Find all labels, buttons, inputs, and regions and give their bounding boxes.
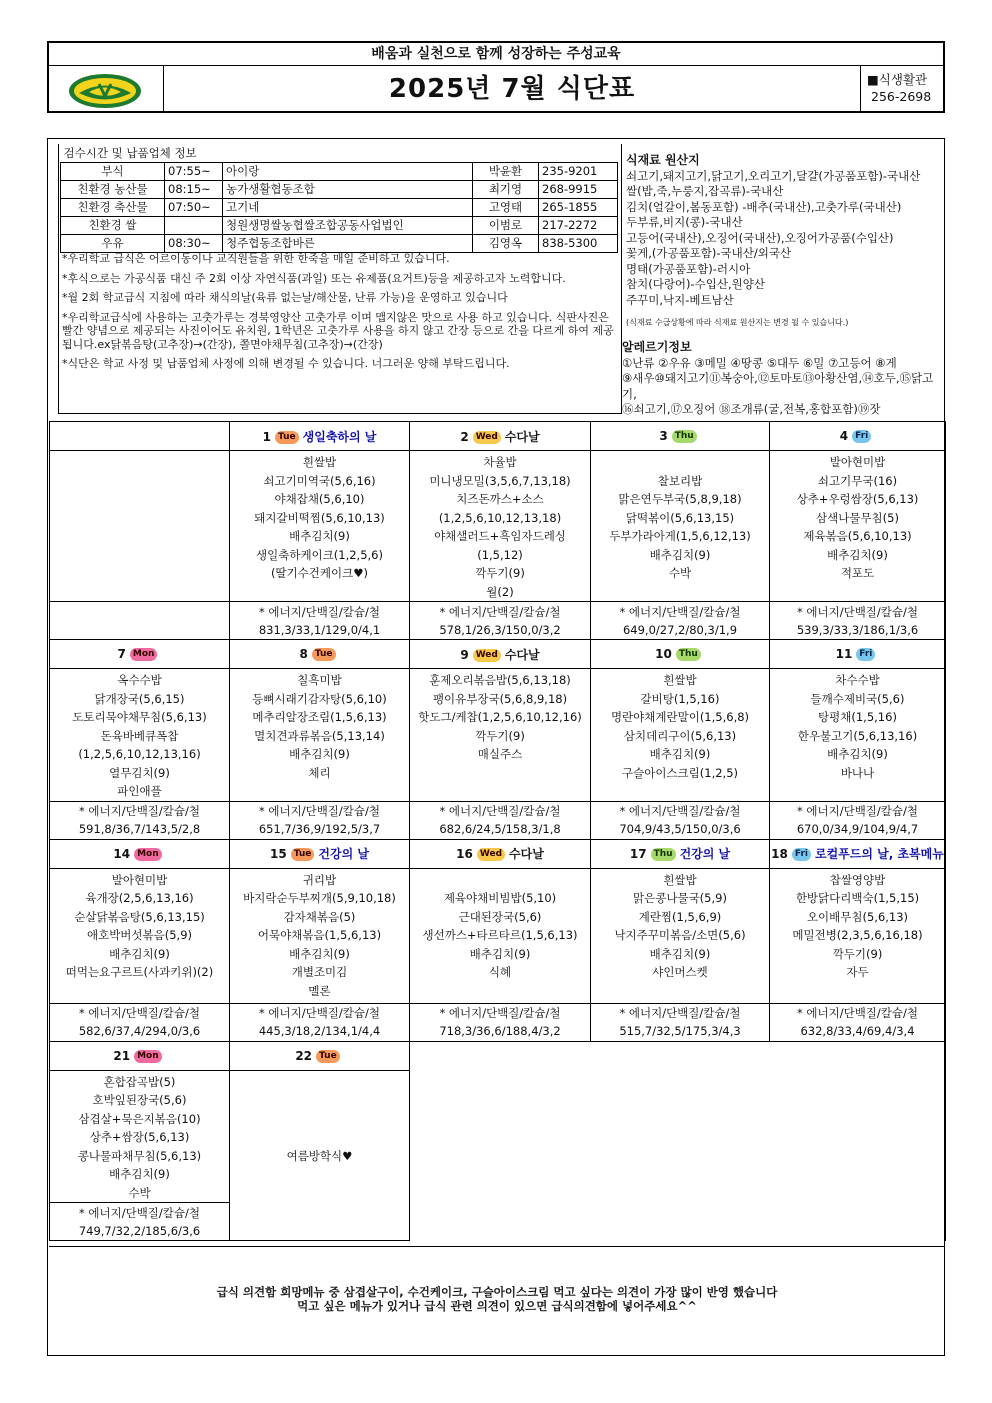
menu-cell: [50, 451, 230, 602]
week-menu-row: [50, 669, 946, 802]
allergy-title: 알레르기정보: [622, 340, 692, 354]
menu-item: 한우불고기(5,6,13,16): [797, 728, 918, 743]
menu-item: 도토리묵야채무침(5,6,13): [72, 710, 207, 724]
inspection-table: [60, 144, 618, 253]
menu-item: 갈비탕(1,5,16): [640, 691, 720, 706]
nutrition-label: * 에너지/단백질/칼슘/철: [796, 604, 918, 619]
menu-item: 맑은콩나물국(5,9): [633, 891, 727, 905]
menu-cell: [230, 451, 410, 602]
menu-item: 한방닭다리백숙(1,5,15): [795, 891, 920, 905]
day-header: [50, 1041, 230, 1070]
header: [47, 41, 945, 113]
nutrition-value: 632,8/33,4/69,4/3,4: [800, 1024, 915, 1038]
event-label: 수다날: [509, 847, 544, 861]
table-row: [61, 234, 618, 252]
footer-message: [49, 1246, 945, 1354]
menu-item: 식혜: [488, 965, 512, 979]
category-cell: 친환경 쌀: [61, 216, 165, 234]
day-number: 7: [117, 647, 126, 661]
event-label: 로컬푸드의 날, 초복메뉴: [814, 847, 944, 861]
menu-item: 매실주스: [477, 747, 523, 761]
nutrition-value: 649,0/27,2/80,3/1,9: [622, 622, 738, 637]
nutrition-cell: [230, 1003, 410, 1041]
day-number: 14: [113, 846, 131, 861]
menu-item: 호박잎된장국(5,6): [92, 1093, 187, 1107]
menu-cell: [410, 451, 591, 602]
weekday-badge: Tue: [291, 848, 315, 861]
day-header: [230, 839, 410, 868]
menu-item: 감자채볶음(5): [283, 909, 356, 924]
allergy-line: ⑨새우⑩돼지고기⑪복숭아,⑫토마토⑬아황산염,⑭호두,⑮닭고기,: [622, 371, 934, 401]
nutrition-value: 704,9/43,5/150,0/3,6: [619, 822, 741, 836]
note: *우리학교급식에 사용하는 고춧가루는 경북영양산 고춧가루 이며 맵지않은 맛으로 사용 하고 있습니다. 식판사진은 빨간 양념으로 제공되는 사진이어도 유치원, 1학년은 고춧가루 사용을 하지 않고 간장 등으로 간을 다르게 하여 제공됩니다.ex닭볶음탕(고추장)→(간장), 쫄면야채무침(고추장)→(간장): [62, 310, 614, 351]
menu-item: 육개장(2,5,6,13,16): [85, 891, 194, 905]
empty-cell: [410, 1041, 591, 1241]
phone-cell: 235-9201: [539, 162, 618, 180]
nutrition-label: * 에너지/단백질/칼슘/철: [619, 604, 741, 619]
day-number: 15: [270, 847, 287, 861]
weekday-badge: Wed: [477, 848, 505, 861]
weekday-badge: Mon: [134, 848, 162, 861]
menu-item: 바나나: [840, 765, 875, 780]
nutrition-value: 749,7/32,2/185,6/3,6: [78, 1223, 201, 1238]
supplier-cell: 청주협동조합바른: [223, 234, 473, 252]
menu-item: [410, 871, 590, 890]
footer-line: 급식 의견함 희망메뉴 중 삼겹살구이, 수건케이크, 구슬아이스크림 먹고 싶다는 의견이 가장 많이 반영 했습니다: [216, 1285, 778, 1299]
note: *식단은 학교 사정 및 납품업체 사정에 의해 변경될 수 있습니다. 너그러운 양해 부탁드립니다.: [62, 357, 510, 370]
nutrition-cell: [591, 1003, 770, 1041]
menu-item: [591, 453, 769, 472]
menu-item: 월(2): [486, 584, 514, 599]
day-header: [770, 640, 946, 669]
empty-cell: [591, 1041, 770, 1241]
menu-item: 등뼈시래기감자탕(5,6,10): [252, 691, 387, 706]
week-header-row: [50, 839, 946, 868]
menu-item: 메밀전병(2,3,5,6,16,18): [792, 928, 923, 942]
table-row: [61, 216, 618, 234]
weekday-badge: Wed: [473, 431, 501, 444]
day-header: [770, 422, 946, 451]
time-cell: 08:15~: [165, 180, 223, 198]
menu-item: 차율밥: [483, 455, 517, 469]
origin-line: 김치(얼갈이,봄동포함) -배추(국내산),고춧가루(국내산): [626, 199, 902, 214]
menu-item: 상추+우렁쌈장(5,6,13): [796, 492, 919, 506]
weekday-badge: Tue: [312, 648, 336, 661]
menu-item: 배추김치(9): [469, 946, 531, 961]
nutrition-cell: [230, 801, 410, 839]
notes: [62, 252, 618, 377]
origin-footnote: (식재료 수급상황에 따라 식재료 원산지는 변경 될 수 있습니다.): [626, 318, 849, 327]
supplier-cell: 농가생활협동조합: [223, 180, 473, 198]
contact-label: ■식생활관: [867, 72, 928, 87]
category-cell: 친환경 농산물: [61, 180, 165, 198]
weekday-badge: Wed: [473, 649, 501, 662]
menu-item: 메추리알장조림(1,5,6,13): [252, 710, 387, 724]
menu-item: (딸기수건케이크♥): [270, 566, 369, 580]
menu-item: 상추+쌈장(5,6,13): [89, 1130, 190, 1144]
nutrition-value: 718,3/36,6/188,4/3,2: [439, 1024, 561, 1038]
menu-cell: [591, 451, 770, 602]
phone-cell: 838-5300: [539, 234, 618, 252]
origin-line: 참치(다랑어)-수입산,원양산: [626, 277, 765, 291]
menu-item: 계란찜(1,5,6,9): [638, 909, 722, 924]
nutrition-cell: [50, 1203, 230, 1241]
menu-item: 배추김치(9): [289, 529, 350, 543]
day-number: 22: [295, 1048, 313, 1063]
menu-item: 배추김치(9): [649, 946, 711, 961]
menu-item: 훈제오리볶음밥(5,6,13,18): [429, 673, 571, 687]
category-cell: 부식: [61, 162, 165, 180]
week-nutrition-row: [50, 1003, 946, 1041]
time-cell: 07:50~: [165, 198, 223, 216]
menu-cell: [230, 669, 410, 802]
menu-item: 쇠고기무국(16): [817, 473, 898, 488]
day-header: [50, 839, 230, 868]
menu-item: 배추김치(9): [649, 547, 711, 562]
time-cell: [165, 216, 223, 234]
school-logo: [49, 66, 164, 113]
menu-cell: [591, 868, 770, 1003]
weekday-badge: Mon: [134, 1050, 162, 1063]
menu-item: (1,2,5,6,10,12,13,16): [78, 747, 201, 761]
origin-info: [626, 153, 942, 331]
day-header: [230, 640, 410, 669]
menu-item: 찹쌀영양밥: [829, 872, 886, 887]
nutrition-label: * 에너지/단백질/칼슘/철: [619, 804, 741, 818]
weekday-badge: Fri: [792, 848, 811, 861]
menu-item: (1,2,5,6,10,12,13,18): [438, 510, 562, 525]
menu-item: 생선까스+타르타르(1,5,6,13): [422, 928, 578, 942]
menu-item: 배추김치(9): [827, 547, 888, 562]
menu-item: 닭개장국(5,6,15): [94, 691, 185, 706]
allergy-line: ①난류 ②우유 ③메밀 ④땅콩 ⑤대두 ⑥밀 ⑦고등어 ⑧게: [622, 355, 897, 370]
day-number: 16: [456, 847, 473, 861]
day-header: [230, 422, 410, 451]
category-cell: 우유: [61, 234, 165, 252]
menu-item: 야채잡채(5,6,10): [274, 492, 365, 506]
person-cell: 김영옥: [473, 234, 539, 252]
menu-item: 삼색나물무침(5): [816, 510, 899, 525]
nutrition-cell: [770, 1003, 946, 1041]
time-cell: 07:55~: [165, 162, 223, 180]
page-title: 2025년 7월 식단표: [388, 74, 636, 104]
menu-item: 맑은연두부국(5,8,9,18): [618, 492, 742, 506]
menu-item: 배추김치(9): [289, 747, 350, 761]
supplier-cell: 고기네: [223, 198, 473, 216]
menu-item: 개별조미김: [291, 965, 348, 979]
nutrition-label: * 에너지/단백질/칼슘/철: [258, 1006, 380, 1020]
nutrition-value: 831,3/33,1/129,0/4,1: [258, 622, 381, 637]
origin-line: 주꾸미,낙지-베트남산: [626, 292, 734, 307]
person-cell: 이범로: [473, 216, 539, 234]
menu-item: 깍두기(9): [475, 728, 525, 743]
time-cell: 08:30~: [165, 234, 223, 252]
menu-item: 멜론: [308, 983, 331, 998]
nutrition-value: 682,6/24,5/158,3/1,8: [439, 822, 561, 836]
origin-line: 고등어(국내산),오징어(국내산),오징어가공품(수입산): [626, 230, 894, 245]
menu-item: 바지락순두부찌개(5,9,10,18): [243, 891, 396, 905]
origin-line: 쇠고기,돼지고기,닭고기,오리고기,달걀(가공품포함)-국내산: [626, 168, 921, 183]
menu-item: 탕평채(1,5,16): [818, 710, 897, 724]
menu-item: 옥수수밥: [117, 673, 162, 687]
menu-item: 샤인머스켓: [652, 965, 708, 979]
menu-cell: [410, 669, 591, 802]
slogan: 배움과 실천으로 함께 성장하는 주성교육: [49, 43, 943, 66]
menu-item: 깍두기(9): [475, 566, 525, 580]
week-menu-row: [50, 868, 946, 1003]
day-header: [591, 422, 770, 451]
origin-line: 꽃게,(가공품포함)-국내산/외국산: [626, 246, 792, 260]
menu-item: 삼치데리구이(5,6,13): [623, 728, 737, 743]
contact-phone: 256-2698: [871, 89, 932, 104]
menu-item: 근대된장국(5,6): [458, 909, 542, 924]
day-header: [410, 422, 591, 451]
menu-item: 쇠고기미역국(5,6,16): [263, 473, 376, 488]
menu-item: 배추김치(9): [649, 747, 711, 761]
menu-item: 들깨수제비국(5,6): [810, 691, 905, 706]
nutrition-label: * 에너지/단백질/칼슘/철: [258, 604, 380, 619]
allergy-info: [622, 340, 942, 418]
menu-item: 차수수밥: [835, 673, 880, 687]
day-number: 9: [460, 647, 469, 662]
event-label: 생일축하의 날: [302, 429, 377, 444]
weekday-badge: Thu: [676, 648, 701, 661]
weekday-badge: Thu: [651, 848, 676, 861]
menu-item: 배추김치(9): [289, 946, 350, 961]
nutrition-cell: [230, 602, 410, 640]
person-cell: 최기영: [473, 180, 539, 198]
phone-cell: 268-9915: [539, 180, 618, 198]
nutrition-label: * 에너지/단백질/칼슘/철: [439, 604, 561, 619]
nutrition-value: 651,7/36,9/192,5/3,7: [258, 822, 381, 836]
day-header: [410, 640, 591, 669]
menu-item: 흰쌀밥: [302, 455, 337, 469]
nutrition-cell: [591, 602, 770, 640]
note: *월 2회 학교급식 지침에 따라 채식의날(육류 없는날/해산물, 난류 가능)을 운영하고 있습니다: [62, 291, 508, 304]
menu-item: 순살닭볶음탕(5,6,13,15): [74, 909, 205, 924]
menu-item: 여름방학식♥: [286, 1149, 353, 1163]
nutrition-label: * 에너지/단백질/칼슘/철: [78, 804, 200, 818]
menu-cell: [230, 1070, 410, 1241]
menu-item: 발아현미밥: [111, 872, 168, 887]
day-header: [770, 839, 946, 868]
menu-cell: [410, 868, 591, 1003]
origin-title: 식재료 원산지: [626, 153, 700, 167]
allergy-line: ⑯쇠고기,⑰오징어 ⑱조개류(굴,전복,홍합포함)⑲잣: [622, 402, 881, 416]
nutrition-value: 445,3/18,2/134,1/4,4: [258, 1024, 381, 1038]
weekday-badge: Mon: [130, 648, 158, 661]
note: *우리학교 급식은 어르이동이나 교직원들을 위한 한죽을 매일 준비하고 있습니다.: [62, 252, 450, 265]
menu-item: 오이배무침(5,6,13): [806, 909, 909, 924]
menu-item: 콩나물파채무침(5,6,13): [77, 1148, 202, 1163]
week-nutrition-row: [50, 801, 946, 839]
menu-item: 수박: [668, 566, 692, 580]
menu-item: 체리: [308, 765, 331, 780]
day-number: 11: [835, 647, 853, 661]
empty-cell: [770, 1041, 946, 1241]
menu-item: 수박: [128, 1185, 151, 1200]
menu-item: 어묵야채볶음(1,5,6,13): [257, 928, 382, 942]
menu-item: 혼합잡곡밥(5): [103, 1074, 176, 1089]
menu-item: 제육볶음(5,6,10,13): [803, 529, 912, 543]
nutrition-label: * 에너지/단백질/칼슘/철: [439, 1006, 561, 1020]
event-label: 수다날: [504, 429, 540, 444]
menu-item: 칠흑미밥: [297, 673, 342, 687]
menu-item: 배추김치(9): [109, 946, 170, 961]
menu-item: 자두: [846, 965, 869, 979]
week-header-row: [50, 422, 946, 451]
day-header: [50, 422, 230, 451]
person-cell: 고영태: [473, 198, 539, 216]
nutrition-cell: [410, 602, 591, 640]
menu-item: 파인애플: [117, 784, 162, 798]
supplier-cell: 청원생명쌀농협쌀조합공동사업법인: [223, 216, 473, 234]
day-header: [591, 839, 770, 868]
menu-item: 배추김치(9): [109, 1167, 170, 1181]
table-row: [61, 162, 618, 180]
week-header-row: [50, 640, 946, 669]
day-number: 4: [839, 429, 849, 443]
week-menu-row: [50, 451, 946, 602]
menu-cell: [770, 451, 946, 602]
menu-item: 돈육바베큐폭찹: [100, 728, 179, 743]
nutrition-value: 582,6/37,4/294,0/3,6: [78, 1024, 201, 1038]
phone-cell: 217-2272: [539, 216, 618, 234]
nutrition-value: 515,7/32,5/175,3/4,3: [619, 1024, 741, 1038]
menu-cell: [770, 868, 946, 1003]
inspection-caption: 검수시간 및 납품업체 정보: [61, 144, 618, 162]
menu-item: 낙지주꾸미볶음/소면(5,6): [614, 928, 746, 942]
weekday-badge: Tue: [316, 1050, 340, 1063]
note: *후식으로는 가공식품 대신 주 2회 이상 자연식품(과일) 또는 유제품(요거트)등을 제공하고자 노력합니다.: [62, 271, 566, 285]
menu-item: 명란야채계란말이(1,5,6,8): [610, 710, 750, 724]
school-emblem-icon: [49, 66, 162, 113]
menu-item: 팽이유부장국(5,6,8,9,18): [432, 691, 568, 706]
menu-item: 삼겹살+묵은지볶음(10): [78, 1111, 201, 1126]
day-header: [410, 839, 591, 868]
menu-item: 야채샐러드+흑임자드레싱: [434, 529, 566, 543]
nutrition-value: 539,3/33,3/186,1/3,6: [796, 622, 919, 637]
menu-cell: [770, 669, 946, 802]
day-header: [591, 640, 770, 669]
table-row: [61, 180, 618, 198]
origin-line: 쌀(밥,죽,누룽지,잡곡류)-국내산: [626, 184, 784, 198]
menu-cell: [50, 1070, 230, 1203]
menu-item: 돼지갈비떡찜(5,6,10,13): [254, 510, 385, 525]
nutrition-cell: [770, 602, 946, 640]
menu-item: 흰쌀밥: [663, 673, 697, 687]
menu-cell: [591, 669, 770, 802]
nutrition-label: * 에너지/단백질/칼슘/철: [796, 1006, 918, 1020]
menu-item: 찰보리밥: [657, 473, 703, 488]
person-cell: 박윤환: [473, 162, 539, 180]
menu-item: 치즈돈까스+소스: [456, 492, 544, 506]
day-header: [50, 640, 230, 669]
nutrition-cell: [591, 801, 770, 839]
day-number: 2: [460, 429, 469, 444]
day-number: 10: [655, 647, 672, 661]
nutrition-value: 578,1/26,3/150,0/3,2: [439, 622, 561, 637]
menu-item: 열무김치(9): [109, 765, 170, 780]
weekday-badge: Tue: [275, 431, 299, 444]
nutrition-value: 591,8/36,7/143,5/2,8: [78, 822, 201, 836]
menu-item: 제육야채비빔밥(5,10): [443, 891, 557, 905]
table-row: [61, 198, 618, 216]
day-number: 21: [113, 1048, 131, 1063]
event-label: 건강의 날: [679, 847, 731, 861]
menu-item: 애호박버섯볶음(5,9): [86, 928, 193, 942]
day-number: 8: [299, 647, 308, 661]
menu-item: (1,5,12): [477, 547, 523, 562]
menu-item: 생일축하케이크(1,2,5,6): [256, 547, 383, 562]
menu-item: 발아현미밥: [829, 455, 886, 469]
day-number: 17: [629, 847, 647, 861]
nutrition-cell: [410, 801, 591, 839]
nutrition-label: * 에너지/단백질/칼슘/철: [439, 804, 561, 818]
event-label: 건강의 날: [318, 847, 369, 861]
nutrition-cell: [770, 801, 946, 839]
weekday-badge: Thu: [672, 430, 697, 443]
menu-item: 미니냉모밀(3,5,6,7,13,18): [429, 473, 571, 488]
nutrition-label: * 에너지/단백질/칼슘/철: [78, 1205, 200, 1220]
nutrition-label: * 에너지/단백질/칼슘/철: [258, 804, 380, 818]
week-header-row: [50, 1041, 946, 1070]
nutrition-label: * 에너지/단백질/칼슘/철: [796, 804, 918, 818]
menu-cell: [230, 868, 410, 1003]
weekday-badge: Fri: [852, 430, 871, 443]
nutrition-cell: [50, 602, 230, 640]
menu-cell: [50, 868, 230, 1003]
menu-item: 구슬아이스크림(1,2,5): [622, 765, 738, 780]
menu-item: 배추김치(9): [827, 747, 888, 761]
day-header: [230, 1041, 410, 1070]
footer-line: 먹고 싶은 메뉴가 있거나 급식 관련 의견이 있으면 급식의견함에 넣어주세요^^: [297, 1299, 697, 1313]
menu-item: 멸치견과류볶음(5,13,14): [254, 728, 385, 743]
origin-line: 두부류,비지(콩)-국내산: [626, 215, 743, 229]
week-nutrition-row: [50, 602, 946, 640]
supplier-cell: 아이랑: [223, 162, 473, 180]
menu-item: 귀리밥: [302, 872, 337, 887]
menu-item: 핫도그/케찹(1,2,5,6,10,12,16): [418, 710, 582, 724]
day-number: 18: [771, 847, 788, 861]
category-cell: 친환경 축산물: [61, 198, 165, 216]
day-number: 3: [659, 429, 668, 443]
nutrition-cell: [50, 1003, 230, 1041]
origin-line: 명태(가공품포함)-러시아: [626, 261, 751, 276]
nutrition-value: 670,0/34,9/104,9/4,7: [796, 822, 919, 836]
day-number: 1: [262, 429, 271, 444]
nutrition-cell: [410, 1003, 591, 1041]
nutrition-label: * 에너지/단백질/칼슘/철: [619, 1006, 741, 1020]
menu-item: 떠먹는요구르트(사과키위)(2): [65, 965, 214, 979]
nutrition-cell: [50, 801, 230, 839]
weekday-badge: Fri: [856, 648, 875, 661]
menu-item: 두부가라아게(1,5,6,12,13): [609, 529, 751, 543]
menu-item: 깍두기(9): [832, 946, 883, 961]
contact-info: [860, 66, 943, 113]
nutrition-label: * 에너지/단백질/칼슘/철: [78, 1006, 200, 1020]
menu-cell: [50, 669, 230, 802]
menu-item: 흰쌀밥: [663, 872, 697, 887]
menu-calendar: [49, 421, 946, 1241]
event-label: 수다날: [504, 647, 540, 662]
menu-item: 적포도: [840, 566, 875, 580]
phone-cell: 265-1855: [539, 198, 618, 216]
menu-item: 닭떡볶이(5,6,13,15): [625, 510, 735, 525]
